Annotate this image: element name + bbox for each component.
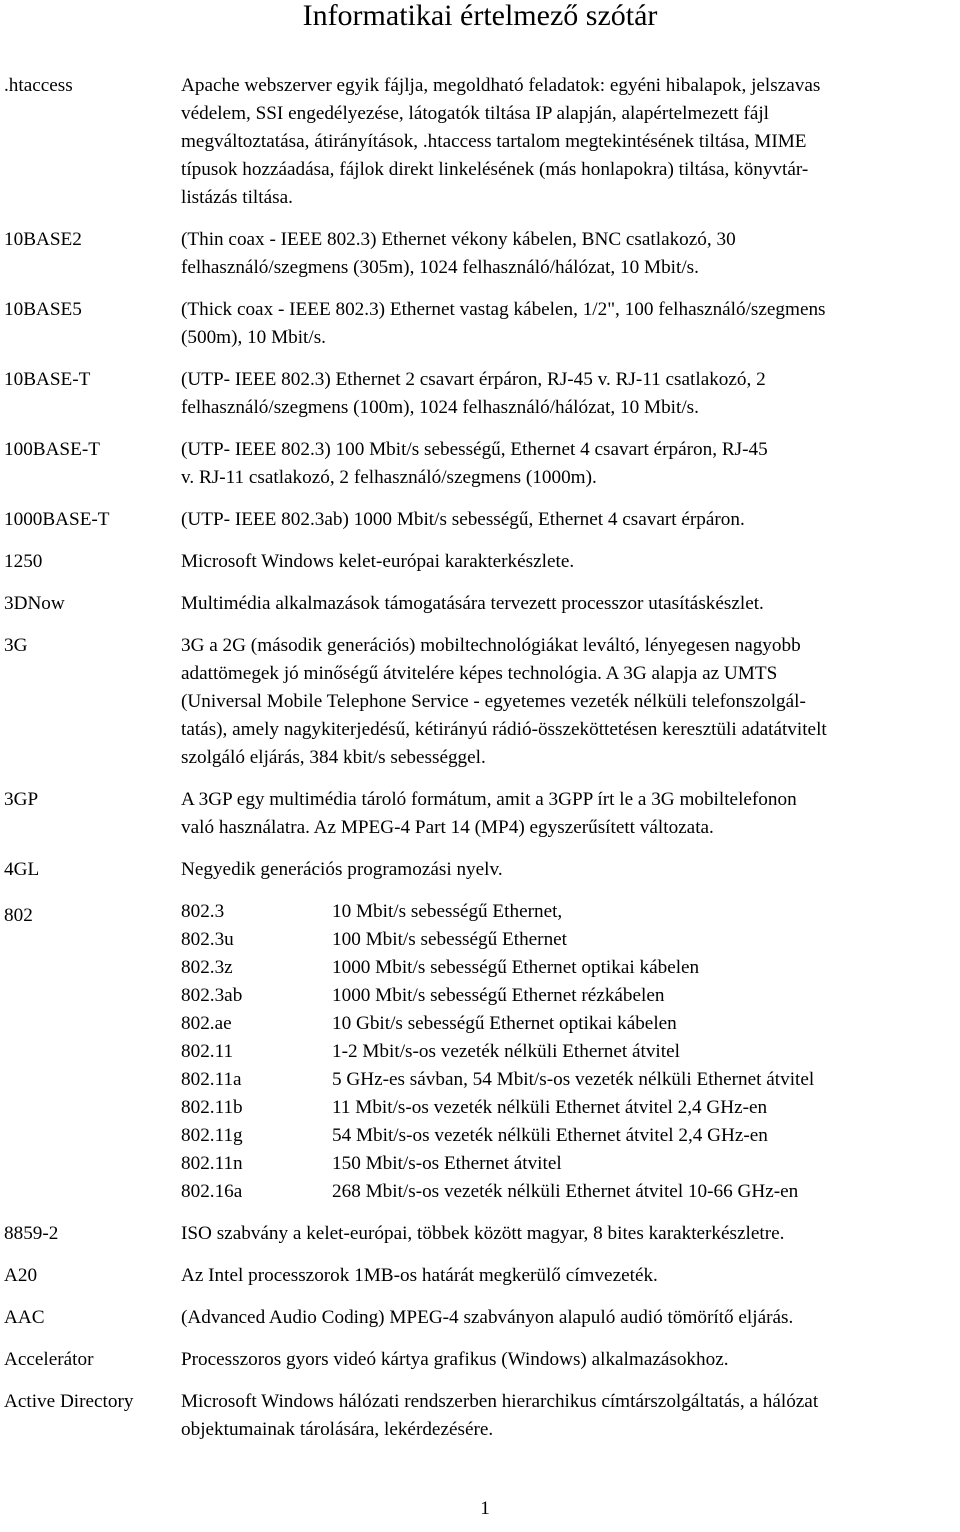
- page-number: 1: [480, 1498, 490, 1519]
- standard-code: 802.3ab: [181, 985, 243, 1006]
- standard-description: 1-2 Mbit/s-os vezeték nélküli Ethernet átvitel: [332, 1041, 680, 1062]
- entry-term: 4GL: [4, 859, 40, 880]
- dictionary-entry: [0, 1346, 960, 1374]
- standard-description: 54 Mbit/s-os vezeték nélküli Ethernet átvitel 2,4 GHz-en: [332, 1125, 768, 1146]
- dictionary-entry: [0, 1220, 960, 1248]
- standard-code: 802.3: [181, 901, 225, 922]
- dictionary-entry: [0, 786, 960, 842]
- dictionary-entry-802: [0, 898, 960, 1206]
- standard-description: 268 Mbit/s-os vezeték nélküli Ethernet átvitel 10-66 GHz-en: [332, 1181, 799, 1202]
- entry-term: 3GP: [4, 789, 39, 810]
- entry-term: 10BASE5: [4, 299, 82, 320]
- standard-code: 802.3u: [181, 929, 234, 950]
- entry-definition: (Thin coax - IEEE 802.3) Ethernet vékony kábelen, BNC csatlakozó, 30 felhasználó/szegmens (305m), 1024 felhasználó/hálózat, 10 Mbit/s.: [181, 229, 736, 278]
- entry-definition: (UTP- IEEE 802.3) 100 Mbit/s sebességű, Ethernet 4 csavart érpáron, RJ-45 v. RJ-11 csatlakozó, 2 felhasználó/szegmens (1000m).: [181, 439, 768, 488]
- entry-term: AAC: [4, 1307, 45, 1328]
- entry-definition: (UTP- IEEE 802.3) Ethernet 2 csavart érpáron, RJ-45 v. RJ-11 csatlakozó, 2 felhasználó/szegmens (100m), 1024 felhasználó/hálózat, 10 Mbit/s.: [181, 369, 766, 418]
- entry-term: A20: [4, 1265, 38, 1286]
- dictionary-entry: [0, 1262, 960, 1290]
- entry-definition: Negyedik generációs programozási nyelv.: [181, 859, 503, 880]
- entry-definition: Multimédia alkalmazások támogatására tervezett processzor utasításkészlet.: [181, 593, 764, 614]
- standard-description: 150 Mbit/s-os Ethernet átvitel: [332, 1153, 562, 1174]
- entry-term: 802: [4, 905, 33, 926]
- entry-definition: Microsoft Windows kelet-európai karakterkészlete.: [181, 551, 575, 572]
- standard-row: [181, 954, 956, 982]
- dictionary-entry: [0, 436, 960, 492]
- entry-term: 8859-2: [4, 1223, 59, 1244]
- standard-description: 100 Mbit/s sebességű Ethernet: [332, 929, 568, 950]
- dictionary-entry: [0, 590, 960, 618]
- dictionary-entry: [0, 548, 960, 576]
- standard-row: [181, 1010, 956, 1038]
- standard-code: 802.11: [181, 1041, 234, 1062]
- standard-row: [181, 898, 956, 926]
- standard-row: [181, 1122, 956, 1150]
- entry-term: Active Directory: [4, 1391, 134, 1412]
- standard-row: [181, 1094, 956, 1122]
- dictionary-entry: [0, 1388, 960, 1444]
- dictionary-entries: [0, 72, 960, 1444]
- standard-row: [181, 1066, 956, 1094]
- entry-term: 10BASE2: [4, 229, 82, 250]
- dictionary-entry: [0, 296, 960, 352]
- dictionary-entry: [0, 856, 960, 884]
- standard-row: [181, 1038, 956, 1066]
- entry-definition: (UTP- IEEE 802.3ab) 1000 Mbit/s sebességű, Ethernet 4 csavart érpáron.: [181, 509, 745, 530]
- standard-code: 802.ae: [181, 1013, 232, 1034]
- entry-definition: (Thick coax - IEEE 802.3) Ethernet vastag kábelen, 1/2", 100 felhasználó/szegmens (500m), 10 Mbit/s.: [181, 299, 826, 348]
- standard-code: 802.11b: [181, 1097, 243, 1118]
- dictionary-entry: [0, 506, 960, 534]
- entry-term: 1000BASE-T: [4, 509, 110, 530]
- entry-term: 10BASE-T: [4, 369, 91, 390]
- standard-row: [181, 982, 956, 1010]
- standard-description: 10 Mbit/s sebességű Ethernet,: [332, 901, 563, 922]
- entry-term: Accelerátor: [4, 1349, 94, 1370]
- entry-term: .htaccess: [4, 75, 73, 96]
- entry-term: 3DNow: [4, 593, 65, 614]
- entry-term: 100BASE-T: [4, 439, 100, 460]
- entry-definition: Processzoros gyors videó kártya grafikus (Windows) alkalmazásokhoz.: [181, 1349, 729, 1370]
- standard-description: 1000 Mbit/s sebességű Ethernet rézkábelen: [332, 985, 665, 1006]
- entry-definition: (Advanced Audio Coding) MPEG-4 szabványon alapuló audió tömörítő eljárás.: [181, 1307, 794, 1328]
- entry-definition: Microsoft Windows hálózati rendszerben hierarchikus címtárszolgáltatás, a hálózat objektumainak tárolására, lekérdezésére.: [181, 1391, 819, 1440]
- dictionary-entry: [0, 1304, 960, 1332]
- entry-term: 3G: [4, 635, 28, 656]
- standard-code: 802.11g: [181, 1125, 243, 1146]
- standard-row: [181, 1150, 956, 1178]
- standard-row: [181, 1178, 956, 1206]
- ieee-802-standards-table: [181, 898, 956, 1206]
- standard-row: [181, 926, 956, 954]
- page-title: Informatikai értelmező szótár: [302, 0, 658, 32]
- entry-definition: ISO szabvány a kelet-európai, többek között magyar, 8 bites karakterkészletre.: [181, 1223, 785, 1244]
- standard-code: 802.11a: [181, 1069, 242, 1090]
- entry-definition: 3G a 2G (második generációs) mobiltechnológiákat leváltó, lényegesen nagyobb adattömegek jó minőségű átvitelére képes technológia. A 3G alapja az UMTS (Universal Mobile Telephone Service - egyetemes vezeték nélküli telefonszolgál- tatás), amely nagykiterjedésű, kétirányú rádió-összeköttetésen keresztüli adatátvitelt szolgáló eljárás, 384 kbit/s sebességgel.: [181, 635, 827, 768]
- entry-definition: Apache webszerver egyik fájlja, megoldható feladatok: egyéni hibalapok, jelszavas védelem, SSI engedélyezése, látogatók tiltása IP alapján, alapértelmezett fájl megváltoztatása, átirányítások, .htaccess tartalom megtekintésének tiltása, MIME típusok hozzáadása, fájlok direkt linkelésének (más honlapokra) tiltása, könyvtár- listázás tiltása.: [181, 75, 821, 208]
- standard-code: 802.16a: [181, 1181, 243, 1202]
- dictionary-entry: [0, 72, 960, 212]
- standard-code: 802.11n: [181, 1153, 243, 1174]
- dictionary-entry: [0, 366, 960, 422]
- standard-description: 5 GHz-es sávban, 54 Mbit/s-os vezeték nélküli Ethernet átvitel: [332, 1069, 815, 1090]
- dictionary-entry: [0, 632, 960, 772]
- dictionary-entry: [0, 226, 960, 282]
- standard-description: 10 Gbit/s sebességű Ethernet optikai kábelen: [332, 1013, 677, 1034]
- entry-term: 1250: [4, 551, 43, 572]
- standard-description: 11 Mbit/s-os vezeték nélküli Ethernet átvitel 2,4 GHz-en: [332, 1097, 768, 1118]
- standard-description: 1000 Mbit/s sebességű Ethernet optikai kábelen: [332, 957, 700, 978]
- standard-code: 802.3z: [181, 957, 233, 978]
- entry-definition: Az Intel processzorok 1MB-os határát megkerülő címvezeték.: [181, 1265, 658, 1286]
- entry-definition: A 3GP egy multimédia tároló formátum, amit a 3GPP írt le a 3G mobiltelefonon való használatra. Az MPEG-4 Part 14 (MP4) egyszerűsített változata.: [181, 789, 797, 838]
